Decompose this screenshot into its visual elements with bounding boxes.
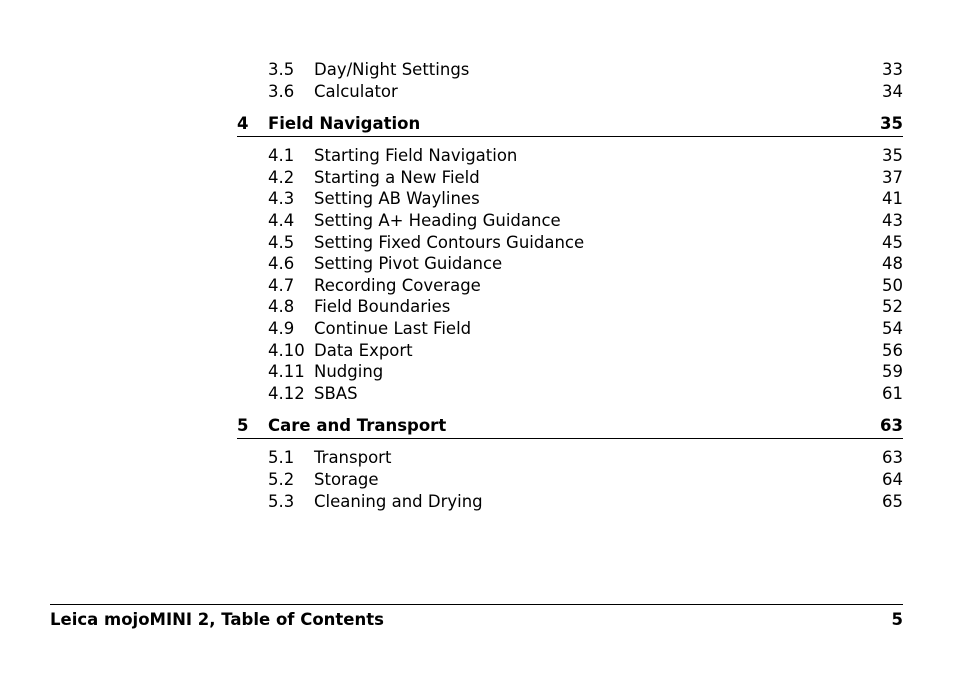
section-number: 4.4 — [268, 210, 295, 230]
section-title: Calculator — [314, 81, 398, 101]
section-title: Storage — [314, 469, 379, 489]
section-title: Transport — [314, 448, 392, 468]
section-title: Data Export — [314, 340, 413, 360]
section-page-number: 63 — [882, 448, 903, 468]
section-number: 4.6 — [268, 254, 295, 274]
section-number: 4.8 — [268, 297, 295, 317]
section-title: Field Boundaries — [314, 297, 451, 317]
section-page-number: 48 — [882, 254, 903, 274]
toc-section-entry[interactable] — [237, 210, 903, 232]
toc-section-entry[interactable] — [237, 447, 903, 469]
section-page-number: 59 — [882, 362, 903, 382]
section-title: Setting Pivot Guidance — [314, 254, 503, 274]
section-number: 4.11 — [268, 362, 305, 382]
section-number: 5.2 — [268, 469, 295, 489]
toc-section-entry[interactable] — [237, 253, 903, 275]
section-title: Starting Field Navigation — [314, 146, 518, 166]
section-page-number: 50 — [882, 275, 903, 295]
footer-page-number: 5 — [891, 610, 903, 629]
section-page-number: 35 — [882, 146, 903, 166]
toc-section-entry[interactable] — [237, 340, 903, 362]
section-title: Day/Night Settings — [314, 60, 470, 79]
section-title: Continue Last Field — [314, 318, 472, 338]
toc-section-entry[interactable] — [237, 81, 903, 103]
toc-section-entry[interactable] — [237, 491, 903, 513]
toc-section-entry[interactable] — [237, 145, 903, 167]
section-title: Setting A+ Heading Guidance — [314, 210, 561, 230]
chapter-list — [237, 112, 903, 512]
toc-section-entry[interactable] — [237, 59, 903, 81]
chapter-title: Care and Transport — [268, 416, 447, 436]
section-number: 4.9 — [268, 318, 295, 338]
section-page-number: 54 — [882, 318, 903, 338]
section-page-number: 41 — [882, 189, 903, 209]
section-number: 4.3 — [268, 189, 295, 209]
section-page-number: 37 — [882, 167, 903, 187]
section-number: 3.5 — [268, 60, 295, 79]
section-number: 5.1 — [268, 448, 295, 468]
page-footer — [50, 604, 903, 635]
chapter-page-number: 63 — [880, 416, 903, 436]
section-title: Setting Fixed Contours Guidance — [314, 232, 585, 252]
section-number: 4.12 — [268, 383, 305, 403]
toc-section-entry[interactable] — [237, 296, 903, 318]
toc-chapter-heading[interactable] — [237, 112, 903, 137]
toc-section-entry[interactable] — [237, 167, 903, 189]
footer-document-title: Leica mojoMINI 2, Table of Contents — [50, 610, 384, 629]
toc-section-entry[interactable] — [237, 469, 903, 491]
section-page-number: 64 — [882, 469, 903, 489]
section-title: SBAS — [314, 383, 358, 403]
section-page-number: 56 — [882, 340, 903, 360]
continued-sections — [237, 59, 903, 102]
section-page-number: 52 — [882, 297, 903, 317]
section-number: 4.2 — [268, 167, 295, 187]
section-page-number: 34 — [882, 81, 903, 101]
chapter-page-number: 35 — [880, 114, 903, 134]
chapter-number: 4 — [237, 114, 249, 134]
section-number: 5.3 — [268, 491, 295, 511]
section-page-number: 45 — [882, 232, 903, 252]
section-title: Cleaning and Drying — [314, 491, 483, 511]
section-title: Nudging — [314, 362, 384, 382]
section-number: 4.7 — [268, 275, 295, 295]
chapter-number: 5 — [237, 416, 249, 436]
toc-section-entry[interactable] — [237, 188, 903, 210]
toc-section-entry[interactable] — [237, 361, 903, 383]
toc-chapter-heading[interactable] — [237, 414, 903, 439]
section-number: 4.5 — [268, 232, 295, 252]
section-title: Recording Coverage — [314, 275, 481, 295]
chapter-title: Field Navigation — [268, 114, 421, 134]
section-page-number: 61 — [882, 383, 903, 403]
section-page-number: 65 — [882, 491, 903, 511]
section-number: 4.10 — [268, 340, 305, 360]
table-of-contents — [237, 59, 903, 512]
section-number: 3.6 — [268, 81, 295, 101]
section-number: 4.1 — [268, 146, 295, 166]
section-title: Starting a New Field — [314, 167, 480, 187]
toc-section-entry[interactable] — [237, 275, 903, 297]
section-page-number: 43 — [882, 210, 903, 230]
section-page-number: 33 — [882, 60, 903, 79]
section-title: Setting AB Waylines — [314, 189, 480, 209]
toc-section-entry[interactable] — [237, 318, 903, 340]
toc-section-entry[interactable] — [237, 232, 903, 254]
toc-section-entry[interactable] — [237, 383, 903, 405]
